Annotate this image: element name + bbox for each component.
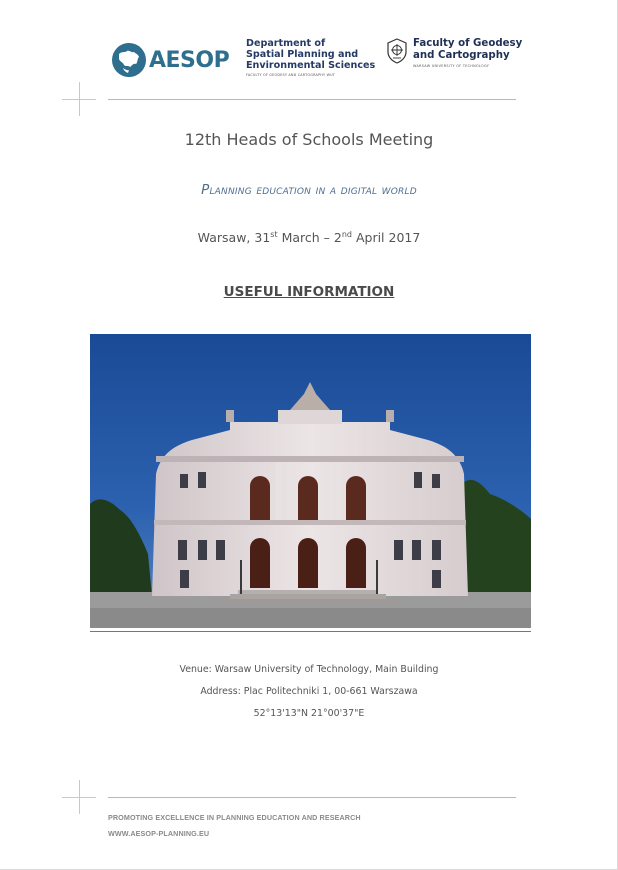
crop-mark-top-v	[79, 82, 80, 116]
university-emblem-icon	[386, 38, 408, 64]
dept-line-3: Environmental Sciences	[246, 60, 376, 71]
faculty-line-2: and Cartography	[413, 50, 510, 61]
aesop-wordmark: AESOP	[149, 47, 230, 73]
dates-prefix: Warsaw, 31	[197, 230, 271, 246]
aesop-logo	[111, 42, 229, 78]
department-logo	[246, 38, 375, 77]
meeting-subtitle: Planning education in a digital world	[201, 182, 417, 198]
footer-website-link[interactable]: WWW.AESOP-PLANNING.EU	[108, 829, 210, 838]
dept-subline: FACULTY OF GEODESY AND CARTOGRAPHY WUT	[246, 73, 336, 77]
footer-tagline: PROMOTING EXCELLENCE IN PLANNING EDUCATION AND RESEARCH	[108, 813, 361, 822]
building-photo	[90, 334, 531, 628]
dept-line-2: Spatial Planning and	[246, 49, 359, 60]
photo-divider	[90, 631, 531, 632]
dates-sup-2: nd	[341, 230, 352, 239]
header-divider	[108, 99, 516, 100]
coordinates-text: 52°13'13"N 21°00'37"E	[253, 708, 365, 719]
address-text: Address: Plac Politechniki 1, 00-661 Warszawa	[200, 686, 418, 697]
meeting-dates	[0, 230, 618, 245]
dates-suffix: April 2017	[351, 230, 421, 246]
meeting-title: 12th Heads of Schools Meeting	[184, 130, 434, 149]
faculty-logo	[386, 38, 522, 68]
dates-mid: March – 2	[277, 230, 342, 246]
building-illustration	[90, 334, 531, 628]
footer-divider	[108, 797, 516, 798]
venue-text: Venue: Warsaw University of Technology, Main Building	[179, 664, 439, 675]
dept-line-1: Department of	[246, 38, 326, 49]
globe-icon	[111, 42, 147, 78]
section-heading: USEFUL INFORMATION	[223, 284, 395, 300]
faculty-subline: WARSAW UNIVERSITY OF TECHNOLOGY	[413, 64, 490, 68]
crop-mark-bottom-v	[79, 780, 80, 814]
dates-sup-1: st	[270, 230, 278, 239]
faculty-line-1: Faculty of Geodesy	[413, 38, 523, 49]
